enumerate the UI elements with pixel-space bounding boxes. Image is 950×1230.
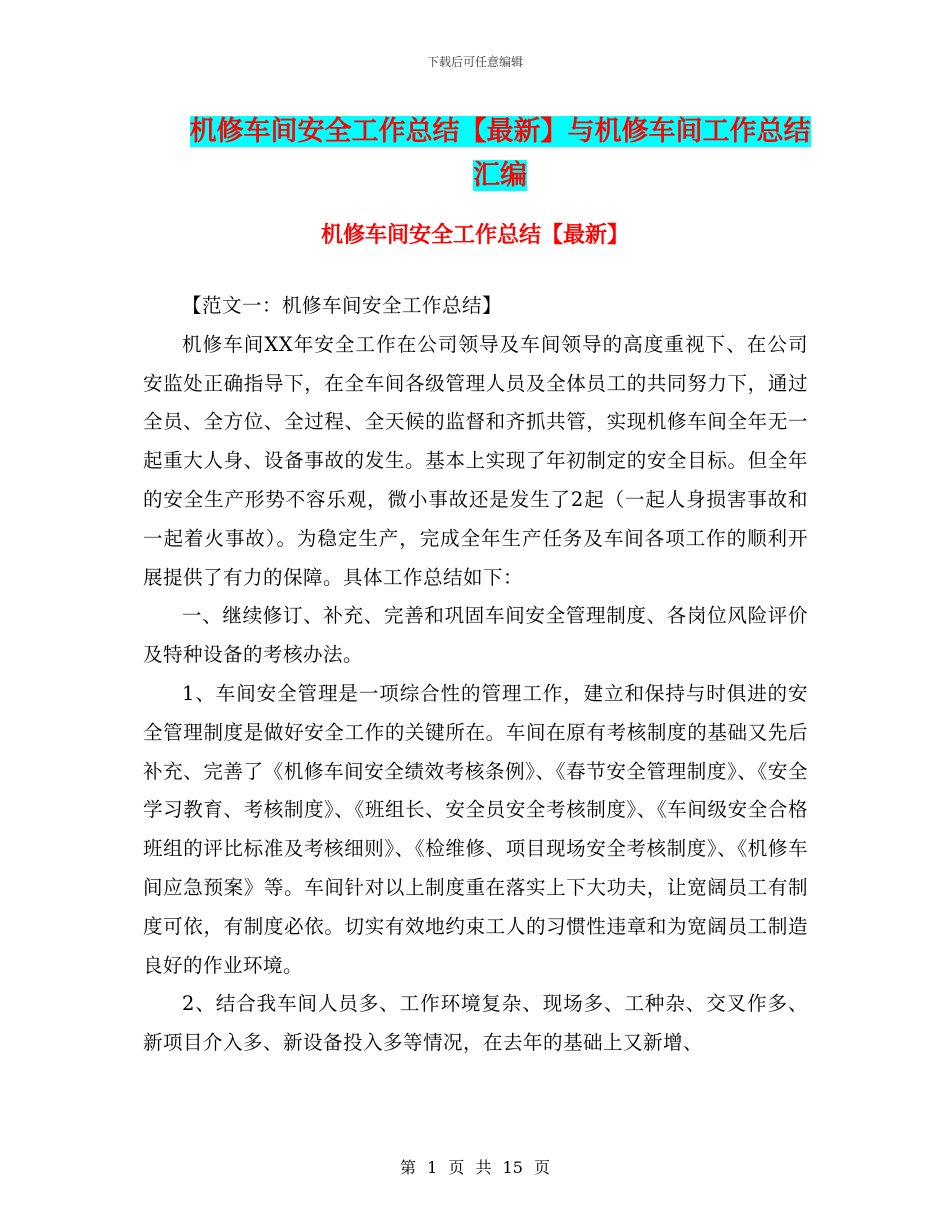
document-title	[185, 110, 815, 198]
paragraph: 1、车间安全管理是一项综合性的管理工作，建立和保持与时俱进的安全管理制度是做好安全工作的关键所在。车间在原有考核制度的基础又先后补充、完善了《机修车间安全绩效考核条例》、《春节安全管理制度》、《安全学习教育、考核制度》、《班组长、安全员安全考核制度》、《车间级安全合格班组的评比标准及考核细则》、《检维修、项目现场安全考核制度》、《机修车间应急预案》等。车间针对以上制度重在落实上下大功夫，让宽阔员工有制度可依，有制度必依。切实有效地约束工人的习惯性违章和为宽阔员工制造良好的作业环境。	[143, 681, 808, 977]
paragraph: 机修车间XX年安全工作在公司领导及车间领导的高度重视下、在公司安监处正确指导下，在全车间各级管理人员及全体员工的共同努力下，通过全员、全方位、全过程、全天候的监督和齐抓共管，实现机修车间全年无一起重大人身、设备事故的发生。基本上实现了年初制定的安全目标。但全年的安全生产形势不容乐观，微小事故还是发生了2起（一起人身损害事故和一起着火事故）。为稳定生产，完成全年生产任务及车间各项工作的顺利开展提供了有力的保障。具体工作总结如下：	[143, 332, 808, 589]
paragraph: 【范文一：机修车间安全工作总结】	[182, 294, 503, 317]
page-number: 第 1 页 共 15 页	[400, 1158, 550, 1177]
paragraph: 2、结合我车间人员多、工作环境复杂、现场多、工种杂、交叉作多、新项目介入多、新设备投入多等情况，在去年的基础上又新增、	[143, 992, 808, 1055]
document-title-text: 机修车间安全工作总结【最新】与机修车间工作总结汇编	[189, 116, 811, 191]
section-title: 机修车间安全工作总结【最新】	[320, 223, 629, 248]
paragraph: 一、继续修订、补充、完善和巩固车间安全管理制度、各岗位风险评价及特种设备的考核办法。	[143, 604, 808, 667]
document-body	[143, 287, 808, 1063]
header-note: 下载后可任意编辑	[426, 55, 523, 69]
